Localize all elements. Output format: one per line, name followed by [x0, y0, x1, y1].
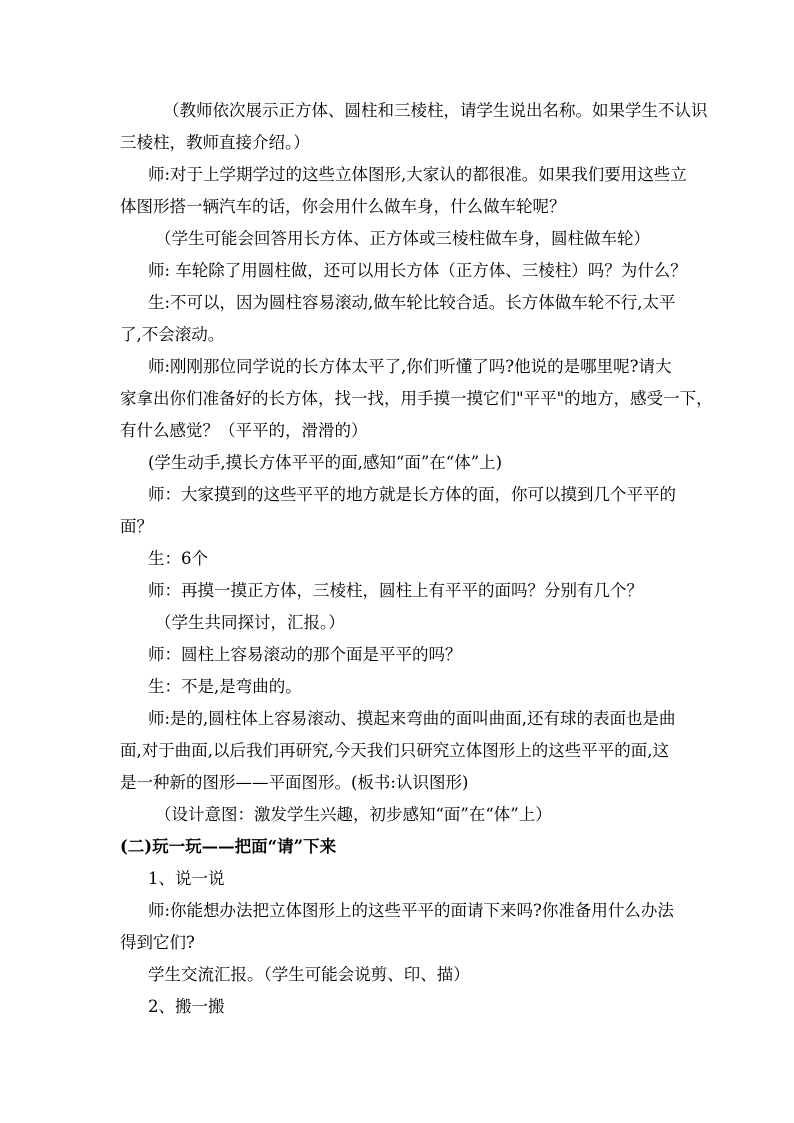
paragraph-line: 体图形搭一辆汽车的话，你会用什么做车身，什么做车轮呢？: [120, 197, 566, 216]
paragraph-line: 生:不可以，因为圆柱容易滚动,做车轮比较合适。长方体做车轮不行,太平: [148, 293, 676, 312]
paragraph-line: 学生交流汇报。（学生可能会说剪、印、描）: [148, 965, 470, 984]
paragraph-line: （学生共同探讨，汇报。）: [155, 613, 345, 632]
paragraph-line: 师:刚刚那位同学说的长方体太平了,你们听懂了吗?他说的是哪里呢?请大: [148, 357, 672, 376]
paragraph-line: 生：不是,是弯曲的。: [148, 677, 302, 696]
paragraph-line: 面,对于曲面,以后我们再研究,今天我们只研究立体图形上的这些平平的面,这: [120, 741, 669, 760]
paragraph-line: 三棱柱，教师直接介绍。）: [120, 133, 310, 152]
paragraph-line: 师：大家摸到的这些平平的地方就是长方体的面，你可以摸到几个平平的: [148, 485, 676, 504]
paragraph-line: (学生动手,摸长方体平平的面,感知“面”在“体”上): [148, 453, 503, 472]
paragraph-line: 家拿出你们准备好的长方体，找一找，用手摸一摸它们"平平"的地方，感受一下，: [120, 389, 713, 408]
paragraph-line: 生：6个: [148, 549, 208, 568]
paragraph-line: 是一种新的图形——平面图形。(板书:认识图形): [120, 773, 469, 792]
paragraph-line: 师:对于上学期学过的这些立体图形,大家认的都很准。如果我们要用这些立: [148, 165, 687, 184]
paragraph-line: 师：再摸一摸正方体，三棱柱，圆柱上有平平的面吗？分别有几个？: [148, 581, 643, 600]
subsection-heading: 1、说一说: [148, 869, 225, 888]
paragraph-line: 师:你能想办法把立体图形上的这些平平的面请下来吗?你准备用什么办法: [148, 901, 674, 920]
paragraph-line: 得到它们?: [120, 933, 195, 952]
paragraph-line: （学生可能会回答用长方体、正方体或三棱柱做车身，圆柱做车轮）: [155, 229, 650, 248]
paragraph-line: 面？: [120, 517, 153, 536]
paragraph-line: （教师依次展示正方体、圆柱和三棱柱，请学生说出名称。如果学生不认识: [163, 101, 708, 120]
paragraph-line: （设计意图：激发学生兴趣，初步感知“面”在“体”上）: [155, 805, 552, 824]
paragraph-line: 了,不会滚动。: [120, 325, 225, 344]
subsection-heading: 2、搬一搬: [148, 997, 225, 1016]
paragraph-line: 师: 车轮除了用圆柱做，还可以用长方体（正方体、三棱柱）吗？为什么？: [148, 261, 687, 280]
paragraph-line: 师:是的,圆柱体上容易滚动、摸起来弯曲的面叫曲面,还有球的表面也是曲: [148, 709, 676, 728]
paragraph-line: 有什么感觉？（平平的，滑滑的）: [120, 421, 368, 440]
paragraph-line: 师：圆柱上容易滚动的那个面是平平的吗？: [148, 645, 462, 664]
section-heading: (二)玩一玩——把面“请”下来: [120, 837, 337, 856]
